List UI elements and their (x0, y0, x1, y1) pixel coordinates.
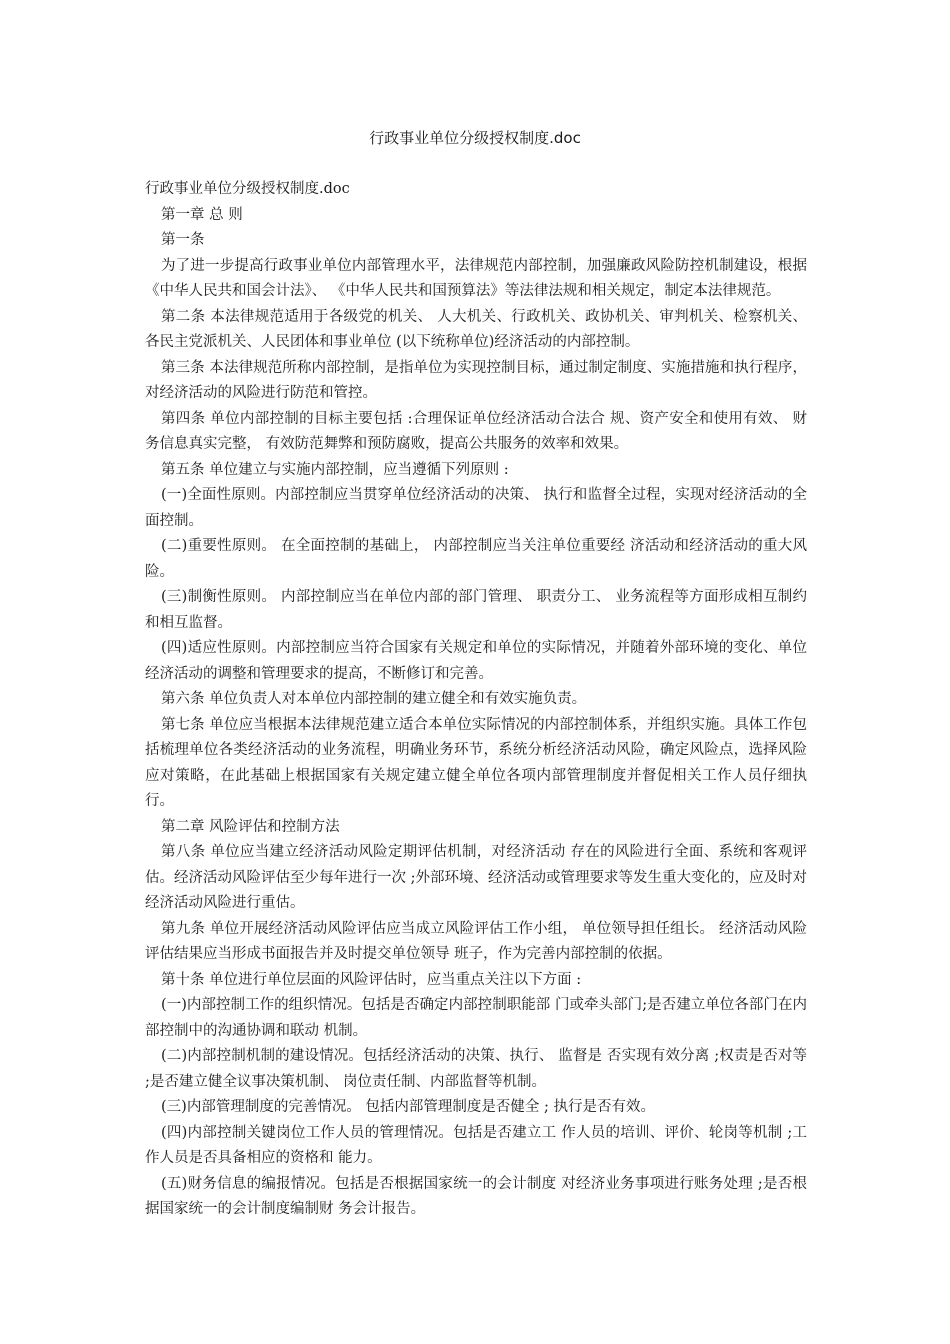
paragraph: 第六条 单位负责人对本单位内部控制的建立健全和有效实施负责。 (161, 691, 587, 707)
paragraph: (四)适应性原则。内部控制应当符合国家有关规定和单位的实际情况，并随着外部环境的变化、单位经济活动的调整和管理要求的提高，不断修订和完善。 (145, 640, 807, 682)
paragraph: 第二条 本法律规范适用于各级党的机关、 人大机关、行政机关、政协机关、审判机关、检察机关、各民主党派机关、人民团体和事业单位 (以下统称单位)经济活动的内部控制。 (145, 308, 807, 350)
document-body (145, 177, 807, 1223)
paragraph: 第一章 总 则 (161, 206, 243, 223)
paragraph: 第四条 单位内部控制的目标主要包括 :合理保证单位经济活动合法合 规、资产安全和使用有效、 财务信息真实完整， 有效防范舞弊和预防腐败，提高公共服务的效率和效果。 (145, 410, 807, 452)
paragraph: 第八条 单位应当建立经济活动风险定期评估机制，对经济活动 存在的风险进行全面、系统和客观评估。经济活动风险评估至少每年进行一次 ;外部环境、经济活动或管理要求等发生重大变化的，应及时对经济活动风险进行重估。 (145, 844, 807, 911)
paragraph: (二)内部控制机制的建设情况。包括经济活动的决策、执行、 监督是 否实现有效分离 ;权责是否对等 ;是否建立健全议事决策机制、 岗位责任制、内部监督等机制。 (145, 1048, 807, 1090)
paragraph: 第九条 单位开展经济活动风险评估应当成立风险评估工作小组， 单位领导担任组长。 经济活动风险评估结果应当形成书面报告并及时提交单位领导 班子，作为完善内部控制的依据。 (145, 920, 807, 962)
paragraph: 第十条 单位进行单位层面的风险评估时，应当重点关注以下方面 : (161, 971, 582, 988)
paragraph: 第五条 单位建立与实施内部控制，应当遵循下列原则 : (161, 461, 509, 478)
paragraph: (一)内部控制工作的组织情况。包括是否确定内部控制职能部 门或牵头部门;是否建立单位各部门在内部控制中的沟通协调和联动 机制。 (145, 997, 807, 1039)
paragraph: (三)制衡性原则。 内部控制应当在单位内部的部门管理、 职责分工、 业务流程等方面形成相互制约和相互监督。 (145, 589, 807, 631)
document-header-title: 行政事业单位分级授权制度.doc (369, 129, 581, 147)
paragraph: 行政事业单位分级授权制度.doc (145, 181, 350, 197)
paragraph: (一)全面性原则。内部控制应当贯穿单位经济活动的决策、 执行和监督全过程，实现对经济活动的全面控制。 (145, 487, 807, 529)
paragraph: 第七条 单位应当根据本法律规范建立适合本单位实际情况的内部控制体系，并组织实施。具体工作包括梳理单位各类经济活动的业务流程，明确业务环节，系统分析经济活动风险，确定风险点，选择风险应对策略，在此基础上根据国家有关规定建立健全单位各项内部管理制度并督促相关工作人员仔细执行。 (145, 716, 807, 809)
paragraph: (三)内部管理制度的完善情况。 包括内部管理制度是否健全 ; 执行是否有效。 (161, 1099, 656, 1115)
paragraph: 第二章 风险评估和控制方法 (161, 818, 340, 835)
paragraph: 第一条 (161, 232, 205, 248)
paragraph: (四)内部控制关键岗位工作人员的管理情况。包括是否建立工 作人员的培训、评价、轮岗等机制 ;工作人员是否具备相应的资格和 能力。 (145, 1124, 807, 1166)
paragraph: 第三条 本法律规范所称内部控制，是指单位为实现控制目标，通过制定制度、实施措施和执行程序，对经济活动的风险进行防范和管控。 (145, 359, 807, 401)
paragraph: (五)财务信息的编报情况。包括是否根据国家统一的会计制度 对经济业务事项进行账务处理 ;是否根据国家统一的会计制度编制财 务会计报告。 (145, 1175, 807, 1217)
paragraph: (二)重要性原则。 在全面控制的基础上， 内部控制应当关注单位重要经 济活动和经济活动的重大风险。 (145, 538, 807, 580)
paragraph: 为了进一步提高行政事业单位内部管理水平，法律规范内部控制，加强廉政风险防控机制建设，根据《中华人民共和国会计法》、 《中华人民共和国预算法》等法律法规和相关规定，制定本法律规范。 (145, 257, 807, 299)
